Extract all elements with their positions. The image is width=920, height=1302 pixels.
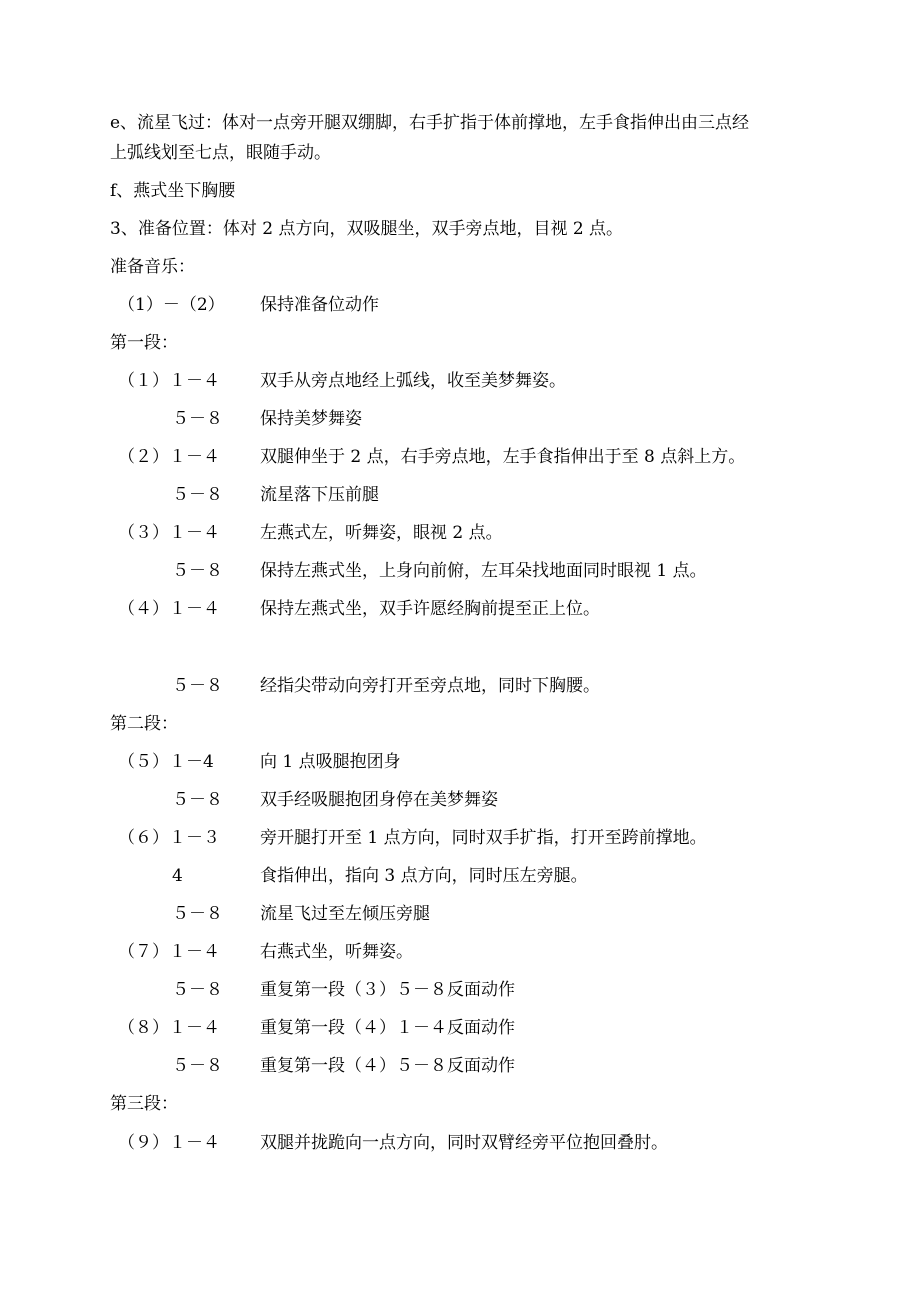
action: 食指伸出，指向 3 点方向，同时压左旁腿。 xyxy=(260,866,588,886)
count: ５－８ xyxy=(172,561,223,581)
count: （７）１－４ xyxy=(118,942,220,962)
count: （２）１－４ xyxy=(118,447,220,467)
count: （３）１－４ xyxy=(118,523,220,543)
section-2-heading: 第二段： xyxy=(110,714,178,734)
action: 双手从旁点地经上弧线，收至美梦舞姿。 xyxy=(260,371,566,391)
action: 左燕式左，听舞姿，眼视 2 点。 xyxy=(260,523,503,543)
action: 保持左燕式坐，双手许愿经胸前提至正上位。 xyxy=(260,599,600,619)
action: 重复第一段（４）５－８反面动作 xyxy=(260,1056,515,1076)
section-1-heading: 第一段： xyxy=(110,333,178,353)
count: （５）１－4 xyxy=(118,752,214,772)
action: 双手经吸腿抱团身停在美梦舞姿 xyxy=(260,790,498,810)
action: 旁开腿打开至 1 点方向，同时双手扩指，打开至跨前撑地。 xyxy=(260,828,707,848)
item-3-line: 3、准备位置：体对 2 点方向，双吸腿坐，双手旁点地，目视 2 点。 xyxy=(110,219,624,239)
item-e-line2: 上弧线划至七点，眼随手动。 xyxy=(110,143,331,163)
section-3-heading: 第三段： xyxy=(110,1094,178,1114)
action: 重复第一段（４）１－４反面动作 xyxy=(260,1018,515,1038)
action: 经指尖带动向旁打开至旁点地，同时下胸腰。 xyxy=(260,676,600,696)
action: 保持准备位动作 xyxy=(260,295,379,315)
count: ５－８ xyxy=(172,980,223,1000)
count: （６）１－３ xyxy=(118,828,220,848)
prep-heading: 准备音乐： xyxy=(110,257,195,277)
action: 重复第一段（３）５－８反面动作 xyxy=(260,980,515,1000)
action: 双腿并拢跪向一点方向，同时双臂经旁平位抱回叠肘。 xyxy=(260,1133,668,1153)
count: （４）１－４ xyxy=(118,599,220,619)
item-f-line: f、燕式坐下胸腰 xyxy=(110,181,236,201)
count: ５－８ xyxy=(172,904,223,924)
action: 向 1 点吸腿抱团身 xyxy=(260,752,401,772)
action: 保持美梦舞姿 xyxy=(260,409,362,429)
action: 双腿伸坐于 2 点，右手旁点地，左手食指伸出于至 8 点斜上方。 xyxy=(260,447,746,467)
action: 右燕式坐，听舞姿。 xyxy=(260,942,413,962)
count: （1）－（2） xyxy=(118,295,225,315)
item-e-line1: e、流星飞过：体对一点旁开腿双绷脚，右手扩指于体前撑地，左手食指伸出由三点经 xyxy=(110,113,750,133)
count: （８）１－４ xyxy=(118,1018,220,1038)
action: 流星飞过至左倾压旁腿 xyxy=(260,904,430,924)
action: 流星落下压前腿 xyxy=(260,485,379,505)
count: ５－８ xyxy=(172,409,223,429)
count: （９）１－４ xyxy=(118,1133,220,1153)
count: （１）１－４ xyxy=(118,371,220,391)
action: 保持左燕式坐，上身向前俯，左耳朵找地面同时眼视 1 点。 xyxy=(260,561,707,581)
count: ５－８ xyxy=(172,1056,223,1076)
count: ５－８ xyxy=(172,485,223,505)
count: ５－８ xyxy=(172,790,223,810)
count: ５－８ xyxy=(172,676,223,696)
count: 4 xyxy=(172,866,183,886)
